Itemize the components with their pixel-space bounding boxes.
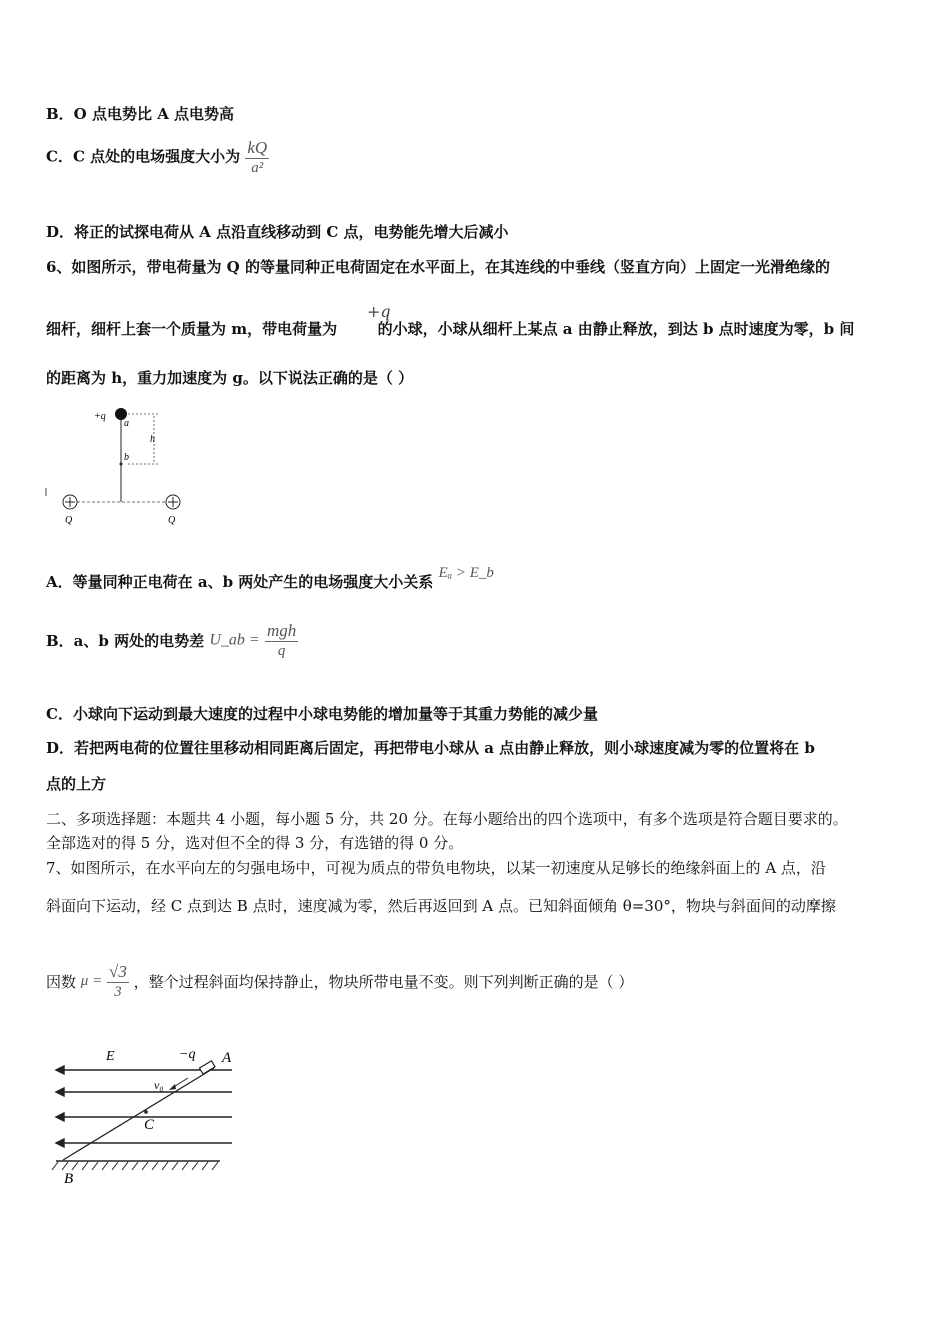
q6-option-d-line2: 点的上方: [46, 775, 107, 793]
fraction-numerator: kQ: [247, 138, 268, 157]
q6-stem-line1: 6、如图所示，带电荷量为 Q 的等量同种正电荷固定在水平面上，在其连线的中垂线（竖直方向）上固定一光滑绝缘的: [46, 258, 830, 276]
fraction-denominator: a²: [251, 160, 264, 176]
q6-option-b-fraction: [265, 621, 298, 660]
q7-stem-line1: 7、如图所示，在水平向左的匀强电场中，可视为质点的带负电物块，以某一初速度从足够长的绝缘斜面上的 A 点，沿: [46, 859, 826, 877]
q7-stem-line3-part2: ，整个过程斜面均保持静止，物块所带电量不变。则下列判断正确的是（ ）: [133, 973, 634, 991]
q6-stem-line2-part1: 细杆，细杆上套一个质量为 m，带电荷量为: [46, 320, 338, 338]
q7-stem-line2: 斜面向下运动，经 C 点到达 B 点时，速度减为零，然后再返回到 A 点。已知斜面倾角 θ=30°，物块与斜面间的动摩擦: [46, 897, 836, 915]
charged-block: [199, 1061, 215, 1074]
point-a-label: A: [222, 1050, 232, 1066]
q6-charge-symbol: +q: [367, 302, 391, 321]
q6-stem-line2: [46, 318, 854, 339]
point-c-label: C: [144, 1117, 155, 1133]
velocity-label: v₀: [154, 1078, 164, 1092]
height-label: h: [150, 434, 155, 445]
q6-option-b: [46, 621, 298, 660]
q6-option-b-lhs: U_ab =: [209, 631, 260, 649]
q6-option-b-text: B．a、b 两处的电势差: [46, 632, 205, 650]
fraction-denominator: 3: [114, 984, 122, 1000]
q6-option-c: C．小球向下运动到最大速度的过程中小球电势能的增加量等于其重力势能的减少量: [46, 705, 598, 723]
q6-figure: [44, 402, 194, 532]
ball-charge-label: +q: [94, 411, 106, 422]
fraction-denominator: q: [277, 643, 286, 659]
section2-header-line2: 全部选对的得 5 分，选对但不全的得 3 分，有选错的得 0 分。: [46, 834, 464, 852]
q7-figure: [48, 1040, 248, 1190]
q6-stem-line2-part2: 的小球，小球从细杆上某点 a 由静止释放，到达 b 点时速度为零，b 间: [377, 320, 855, 338]
point-a-label: a: [124, 418, 129, 429]
q5-option-c-fraction: [245, 138, 269, 177]
left-charge-label: Q: [65, 515, 73, 526]
fraction-numerator: √3: [108, 962, 127, 981]
q5-option-c: [46, 138, 269, 177]
incline-plane: [63, 1068, 214, 1160]
q6-option-a-math: Eₐ > E_b: [438, 565, 494, 581]
q6-stem-line3: 的距离为 h，重力加速度为 g。以下说法正确的是（ ）: [46, 369, 414, 387]
q7-stem-line3-part1: 因数: [46, 973, 77, 991]
q5-option-c-text: C．C 点处的电场强度大小为: [46, 147, 241, 166]
section2-header-line1: 二、多项选择题：本题共 4 小题，每小题 5 分，共 20 分。在每小题给出的四个选项中，有多个选项是符合题目要求的。: [46, 810, 848, 828]
q6-option-a-text: A．等量同种正电荷在 a、b 两处产生的电场强度大小关系: [46, 573, 434, 591]
q5-option-d: D．将正的试探电荷从 A 点沿直线移动到 C 点，电势能先增大后减小: [46, 223, 509, 241]
q7-stem-line3: [46, 962, 633, 1001]
right-charge-label: Q: [168, 515, 176, 526]
block-charge-label: −q: [179, 1047, 196, 1062]
field-label: E: [106, 1049, 115, 1064]
q5-option-b: B．O 点电势比 A 点电势高: [46, 105, 235, 123]
point-b-label: b: [124, 452, 129, 463]
fraction-numerator: mgh: [266, 621, 297, 640]
q7-mu-fraction: [107, 962, 129, 1001]
q6-option-d-line1: D．若把两电荷的位置往里移动相同距离后固定，再把带电小球从 a 点由静止释放，则小球速度减为零的位置将在 b: [46, 739, 815, 757]
q7-mu-lhs: μ =: [80, 973, 103, 989]
q6-option-a: [46, 565, 494, 592]
point-b-label: B: [64, 1171, 74, 1187]
